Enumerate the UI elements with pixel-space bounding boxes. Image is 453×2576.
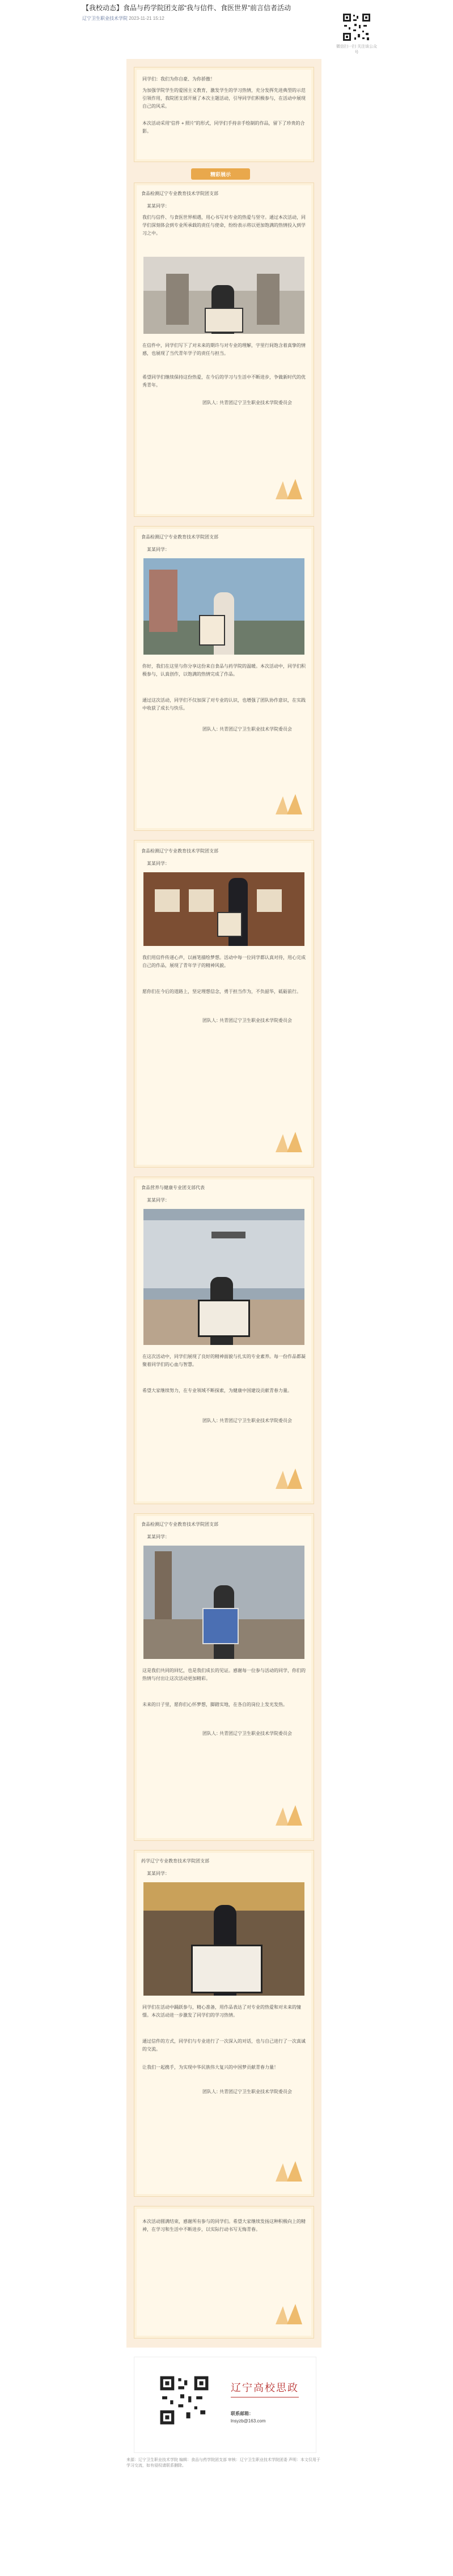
intro-paragraph: 为加强学院学生的爱国主义教育，激发学生的学习热情，充分发挥先进典型的示范引领作用，我院团支部开展了本次主题活动，引导同学们积极参与，在活动中展现自己的风采。 <box>142 88 306 109</box>
letter-body: 在信件中，同学们写下了对未来的期许与对专业的理解，字里行间饱含着真挚的情感，也展现了当代青年学子的责任与担当。 <box>142 343 306 356</box>
letter-salutation: 某某同学： <box>147 1871 170 1876</box>
letter-body: 未来的日子里，愿你们心怀梦想，脚踏实地，在各自的岗位上发光发热。 <box>142 1702 287 1707</box>
student-photo <box>143 1209 304 1345</box>
student-photo <box>143 257 304 334</box>
letter-card <box>134 183 314 517</box>
qr-code-image <box>342 12 371 42</box>
section-ribbon <box>191 168 250 180</box>
letter-salutation: 某某同学： <box>147 203 170 209</box>
student-photo <box>143 872 304 946</box>
footer-contact-label: 联系邮箱： <box>231 2411 253 2416</box>
article-header <box>82 0 326 22</box>
letter-body: 在这次活动中，同学们展现了良好的精神面貌与扎实的专业素养。每一份作品都凝聚着同学们的心血与智慧。 <box>142 1354 306 1367</box>
student-photo <box>143 1882 304 1996</box>
letter-body: 这是我们共同的回忆，也是我们成长的见证。感谢每一位参与活动的同学，你们的热情与付出让这次活动更加精彩。 <box>142 1668 306 1681</box>
letter-body: 通过这次活动，同学们不仅加深了对专业的认识，也增强了团队协作意识，在实践中收获了成长与快乐。 <box>142 698 306 711</box>
letter-salutation: 某某同学： <box>147 1198 170 1203</box>
closing-paragraph: 本次活动圆满结束，感谢所有参与的同学们。希望大家继续发扬这种积极向上的精神，在学习和生活中不断进步，以实际行动书写无悔青春。 <box>142 2219 306 2232</box>
footer-note: 来源：辽宁卫生职业技术学院 编辑：食品与药学院团支部 审核：辽宁卫生职业技术学院团委 声明：本文仅用于学习交流，如有侵权请联系删除。 <box>126 2458 320 2468</box>
decoration-icon <box>273 793 307 816</box>
letter-heading: 食品检测辽宁专业教育技术学院团支部 <box>141 534 218 540</box>
letter-signature: 共青团辽宁卫生职业技术学院委员会 <box>219 727 292 732</box>
qr-code-icon <box>158 2374 210 2426</box>
letter-heading: 食品营养与健康专业团支部代表 <box>141 1185 205 1190</box>
letter-signature: 共青团辽宁卫生职业技术学院委员会 <box>219 2089 292 2094</box>
letter-signature-label: 团队人： <box>202 1418 221 1423</box>
intro-paragraph: 本次活动采用“信件 + 照片”的形式，同学们手持亲手绘制的作品，留下了珍贵的合影。 <box>142 121 305 134</box>
letter-heading: 药学辽宁专业教育技术学院团支部 <box>141 1858 209 1864</box>
qr-code-icon <box>342 12 371 42</box>
decoration-icon <box>273 2160 307 2183</box>
intro-greeting: 同学们：我们为你自豪、为你骄傲！ <box>142 77 215 82</box>
footer-contact-value[interactable]: lnsyzb@163.com <box>231 2418 266 2424</box>
decoration-icon <box>273 1131 307 1153</box>
letter-heading: 食品检测辽宁专业教育技术学院团支部 <box>141 191 218 196</box>
decoration-icon <box>273 478 307 500</box>
letter-body: 希望大家继续努力，在专业领域不断探索，为健康中国建设贡献青春力量。 <box>142 1388 292 1393</box>
letter-body: 我们用信件传递心声，以画笔描绘梦想。活动中每一位同学都认真对待，用心完成自己的作品，展现了青年学子的精神风貌。 <box>142 955 306 968</box>
letter-salutation: 某某同学： <box>147 861 170 866</box>
footer-brand-box <box>134 2357 316 2453</box>
article-source[interactable]: 辽宁卫生职业技术学院 <box>82 16 128 21</box>
footer-qr-code <box>158 2374 210 2426</box>
student-photo <box>143 1546 304 1659</box>
letter-card <box>134 1513 314 1841</box>
letter-signature-label: 团队人： <box>202 727 221 732</box>
decoration-icon <box>273 2303 307 2325</box>
letter-body: 希望同学们继续保持这份热爱，在今后的学习与生活中不断进步，争做新时代的优秀青年。 <box>142 375 306 388</box>
letter-salutation: 某某同学： <box>147 547 170 552</box>
decoration-icon <box>273 1467 307 1490</box>
letter-body: 愿你们在今后的道路上，坚定理想信念，勇于担当作为，不负韶华，砥砺前行。 <box>142 989 301 994</box>
decoration-icon <box>273 1804 307 1827</box>
ribbon-label: 精彩展示 <box>210 172 231 177</box>
student-photo <box>143 558 304 655</box>
letter-body: 同学们在活动中踊跃参与，精心准备，用作品表达了对专业的热爱和对未来的憧憬。本次活动进一步激发了同学们的学习热情。 <box>142 2005 301 2018</box>
article-title: 【我校动态】食品与药学院团支部“我与信件、食医世界”前言信者活动 <box>82 4 291 12</box>
letter-signature: 共青团辽宁卫生职业技术学院委员会 <box>219 400 292 405</box>
letter-signature: 共青团辽宁卫生职业技术学院委员会 <box>219 1418 292 1423</box>
letter-body: 让我们一起携手，为实现中华民族伟大复兴的中国梦贡献青春力量！ <box>142 2065 278 2070</box>
article-date: 2023-11-21 15:12 <box>129 16 164 21</box>
letter-signature-label: 团队人： <box>202 400 221 405</box>
letter-body: 我们与信件、与食医世界相遇，用心书写对专业的热爱与坚守。通过本次活动，同学们深刻体会到专业所承载的责任与使命，纷纷表示将以更加饱满的热情投入到学习之中。 <box>142 215 306 236</box>
letter-body: 通过信件的方式，同学们与专业进行了一次深入的对话，也与自己进行了一次真诚的交流。 <box>142 2039 306 2052</box>
letter-card <box>134 1850 314 2197</box>
article-meta <box>82 15 326 22</box>
letter-heading: 食品检测辽宁专业教育技术学院团支部 <box>141 848 218 854</box>
closing-card <box>134 2206 314 2339</box>
intro-card <box>134 67 314 162</box>
qr-caption: 微信扫一扫 关注该公众号 <box>336 45 377 54</box>
letter-body: 你好，我们在这里与你分享这份来自食品与药学院的温暖。本次活动中，同学们积极参与，认真创作，以饱满的热情完成了作品。 <box>142 664 306 677</box>
letter-signature-label: 团队人： <box>202 1731 221 1736</box>
letter-card <box>134 840 314 1168</box>
letter-card <box>134 1177 314 1504</box>
letter-card <box>134 526 314 831</box>
letter-signature-label: 团队人： <box>202 1018 221 1023</box>
letter-signature: 共青团辽宁卫生职业技术学院委员会 <box>219 1731 292 1736</box>
letter-heading: 食品检测辽宁专业教育技术学院团支部 <box>141 1522 218 1527</box>
footer-brand-name: 辽宁高校思政 <box>231 2382 299 2393</box>
letter-signature: 共青团辽宁卫生职业技术学院委员会 <box>219 1018 292 1023</box>
letter-signature-label: 团队人： <box>202 2089 221 2094</box>
letter-salutation: 某某同学： <box>147 1534 170 1539</box>
